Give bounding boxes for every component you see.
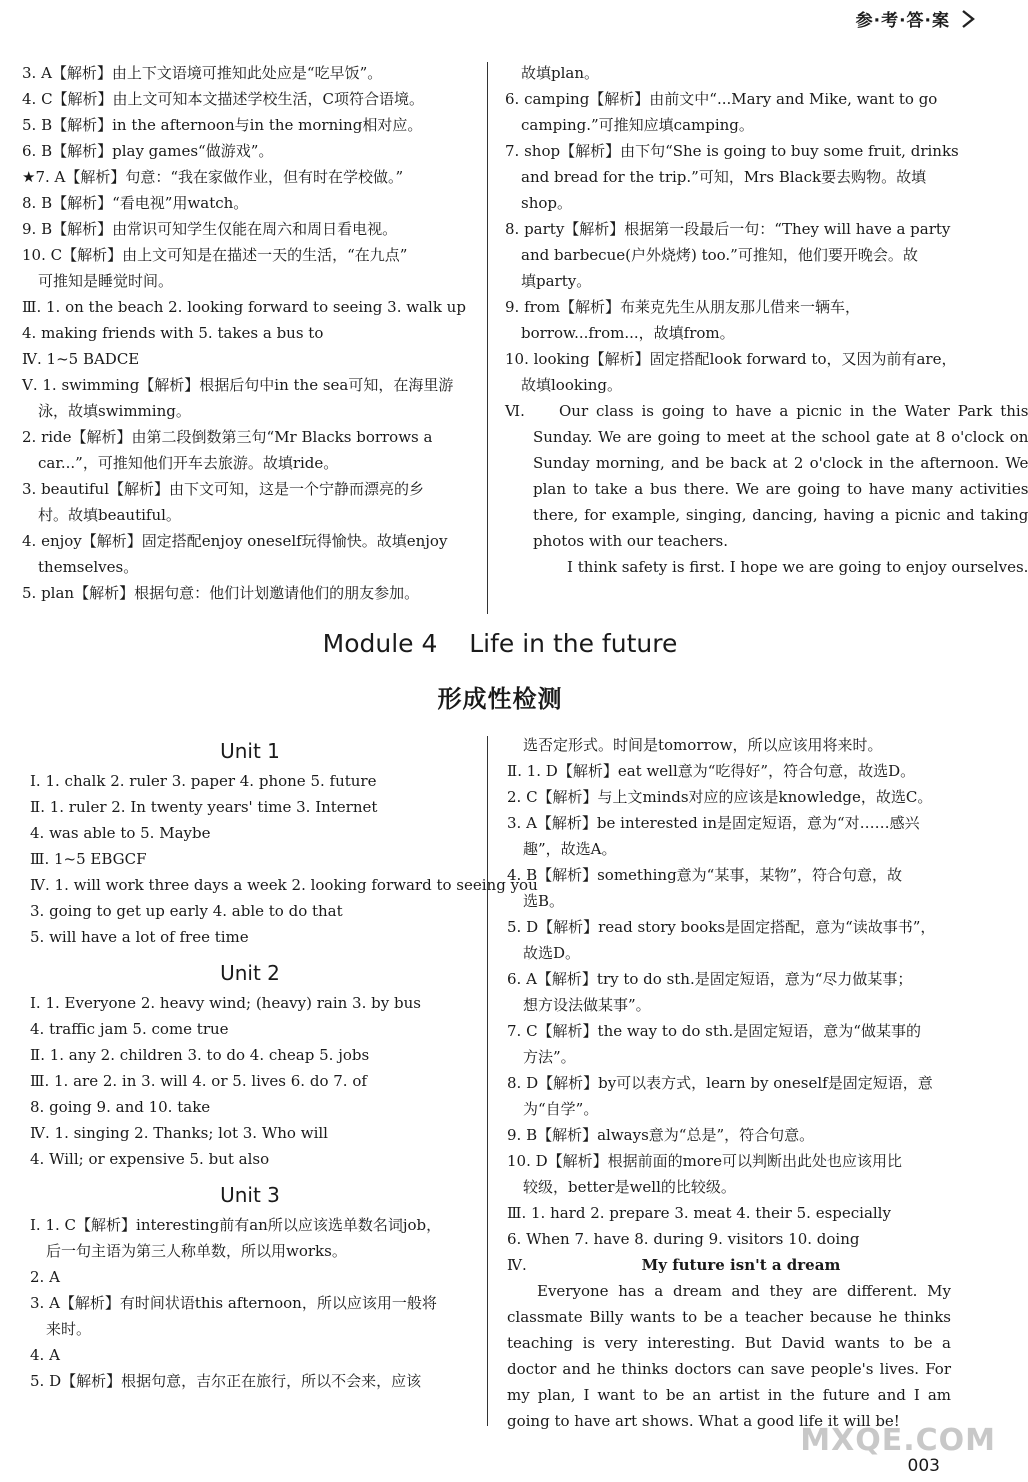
answer-line: 9. B【解析】由常识可知学生仅能在周六和周日看电视。 [22,220,398,238]
bottom-column-divider [487,736,488,1426]
top-column-divider [487,62,488,614]
answer-line: camping.”可推知应填camping。 [521,116,754,134]
answer-line: 4. was able to 5. Maybe [30,824,211,842]
answer-line: 泳，故填swimming。 [38,402,191,420]
answer-line: 8. party【解析】根据第一段最后一句：“They will have a party [505,220,951,238]
answer-line: Ⅰ. 1. chalk 2. ruler 3. paper 4. phone 5. future [30,772,377,790]
answer-line: 4. A [30,1346,60,1364]
answer-line: 5. D【解析】read story books是固定搭配，意为“读故事书”， [507,918,936,936]
answer-line: 5. B【解析】in the afternoon与in the morning相对应。 [22,116,423,134]
chevron-right-icon [958,9,978,29]
answer-line: 故选D。 [523,944,581,962]
answer-line: 4. B【解析】something意为“某事，某物”，符合句意，故 [507,866,903,884]
answer-line: 3. A【解析】有时间状语this afternoon，所以应该用一般将 [30,1294,437,1312]
answer-line: Ⅴ. 1. swimming【解析】根据后句中in the sea可知，在海里游 [22,376,454,394]
bottom-right-column [507,732,951,1434]
answer-line: Ⅳ. 1. will work three days a week 2. looking forward to seeing you [30,876,538,894]
answer-line: 为“自学”。 [523,1100,599,1118]
page-number: 003 [907,1456,940,1476]
answer-line: Ⅲ. 1. hard 2. prepare 3. meat 4. their 5. especially [507,1204,891,1222]
top-left-column [22,60,470,606]
answer-line: 3. beautiful【解析】由下文可知，这是一个宁静而漂亮的乡 [22,480,424,498]
answer-line: 10. looking【解析】固定搭配look forward to，又因为前有are， [505,350,957,368]
answer-line: 4. traffic jam 5. come true [30,1020,229,1038]
unit1-title: Unit 1 [220,739,280,763]
answer-line: Ⅰ. 1. Everyone 2. heavy wind; (heavy) rain 3. by bus [30,994,421,1012]
essay-iv-label: Ⅳ. [507,1256,527,1274]
answer-line: 8. going 9. and 10. take [30,1098,211,1116]
essay-vi-closing: I think safety is first. I hope we are going to enjoy ourselves. [567,558,1028,576]
answer-line: 方法”。 [523,1048,576,1066]
answer-line: Ⅰ. 1. C【解析】interesting前有an所以应该选单数名词job， [30,1216,442,1234]
answer-line: Ⅲ. 1. are 2. in 3. will 4. or 5. lives 6. do 7. of [30,1072,367,1090]
unit2-title: Unit 2 [220,961,280,985]
answer-line: 4. making friends with 5. takes a bus to [22,324,324,342]
header-title: 参·考·答·案 [855,11,950,31]
answer-line: 后一句主语为第三人称单数，所以用works。 [46,1242,347,1260]
module-subtitle: 形成性检测 [437,685,563,713]
module-title: Module 4 Life in the future [322,629,678,658]
answer-line: 4. C【解析】由上文可知本文描述学校生活，C项符合语境。 [22,90,425,108]
top-right-column [505,60,1028,580]
answer-line: 想方设法做某事”。 [523,996,651,1014]
answer-line: themselves。 [38,558,139,576]
answer-line: 5. will have a lot of free time [30,928,249,946]
answer-line: 3. going to get up early 4. able to do that [30,902,343,920]
bottom-left-column [30,728,538,1394]
answer-line: Ⅱ. 1. ruler 2. In twenty years' time 3. Internet [30,798,378,816]
unit3-title: Unit 3 [220,1183,280,1207]
answer-line: 6. B【解析】play games“做游戏”。 [22,142,274,160]
answer-line: Ⅲ. 1. on the beach 2. looking forward to seeing 3. walk up [22,298,466,316]
answer-line: car...”，可推知他们开车去旅游。故填ride。 [38,454,339,472]
answer-line: 7. C【解析】the way to do sth.是固定短语，意为“做某事的 [507,1022,921,1040]
answer-line: and bread for the trip.”可知，Mrs Black要去购物。故填 [521,168,927,186]
answer-line: 9. from【解析】布莱克先生从朋友那儿借来一辆车， [505,298,861,316]
answer-line: 故填plan。 [521,64,600,82]
answer-line: 故填looking。 [521,376,623,394]
answer-line: Ⅳ. 1~5 BADCE [22,350,140,368]
answer-line: 4. enjoy【解析】固定搭配enjoy oneself玩得愉快。故填enjoy [22,532,448,550]
essay-iv-title: My future isn't a dream [641,1256,841,1274]
answer-line: borrow...from...，故填from。 [521,324,735,342]
answer-line: 村。故填beautiful。 [38,506,181,524]
page-header [856,6,978,31]
answer-line: 2. ride【解析】由第二段倒数第三句“Mr Blacks borrows a [22,428,433,446]
answer-line: 4. Will; or expensive 5. but also [30,1150,270,1168]
answer-line: 10. D【解析】根据前面的more可以判断出此处也应该用比 [507,1152,902,1170]
answer-line: 6. A【解析】try to do sth.是固定短语，意为“尽力做某事； [507,970,913,988]
answer-line: 趣”，故选A。 [523,840,617,858]
answer-line: Ⅱ. 1. any 2. children 3. to do 4. cheap 5. jobs [30,1046,370,1064]
answer-line: 选否定形式。时间是tomorrow，所以应该用将来时。 [523,736,883,754]
answer-line: 2. C【解析】与上文minds对应的应该是knowledge，故选C。 [507,788,933,806]
answer-line: 8. D【解析】by可以表方式，learn by oneself是固定短语，意 [507,1074,933,1092]
answer-line: 来时。 [46,1320,92,1338]
answer-line: 5. D【解析】根据句意，吉尔正在旅行，所以不会来，应该 [30,1372,422,1390]
answer-line: 9. B【解析】always意为“总是”，符合句意。 [507,1126,815,1144]
answer-line: 较级，better是well的比较级。 [523,1178,736,1196]
answer-line: Ⅱ. 1. D【解析】eat well意为“吃得好”，符合句意，故选D。 [507,762,916,780]
answer-line: 7. shop【解析】由下句“She is going to buy some fruit, drinks [505,142,959,160]
answer-line: Ⅳ. 1. singing 2. Thanks; lot 3. Who will [30,1124,328,1142]
answer-line: 3. A【解析】be interested in是固定短语，意为“对……感兴 [507,814,920,832]
answer-line: Ⅲ. 1~5 EBGCF [30,850,147,868]
answer-line: 填party。 [521,272,592,290]
answer-line: 3. A【解析】由上下文语境可推知此处应是“吃早饭”。 [22,64,383,82]
answer-line: 可推知是睡觉时间。 [38,272,174,290]
answer-line: 5. plan【解析】根据句意：他们计划邀请他们的朋友参加。 [22,584,420,602]
answer-line: 10. C【解析】由上文可知是在描述一天的生活，“在九点” [22,246,408,264]
essay-vi [505,398,1028,580]
essay-vi-text: Our class is going to have a picnic in the Water Park this Sunday. We are going to meet at the school gate at 8 o'clock on Sunday morning, and be back at 2 o'clock in the afternoon. We plan to take a bus there. We are going to have many activities there, for example, singing, dancing, having a picnic and taking photos with our teachers. [533,402,1028,550]
essay-vi-label: Ⅵ. [505,402,525,420]
watermark: MXQE.COM [800,1423,996,1458]
answer-line: 8. B【解析】“看电视”用watch。 [22,194,249,212]
answer-line: 6. camping【解析】由前文中“...Mary and Mike, want to go [505,90,938,108]
essay-iv-text: Everyone has a dream and they are different. My classmate Billy wants to be a teacher because he thinks teaching is very interesting. But David wants to be a doctor and he thinks doctors can save people's lives. For my plan, I want to be an artist in the future and I am going to have art shows. What a good life it will be! [507,1282,951,1430]
answer-line: 选B。 [523,892,565,910]
answer-line: shop。 [521,194,572,212]
answer-line: 6. When 7. have 8. during 9. visitors 10. doing [507,1230,860,1248]
answer-line: ★7. A【解析】句意：“我在家做作业，但有时在学校做。” [22,168,404,186]
answer-line: 2. A [30,1268,60,1286]
answer-line: and barbecue(户外烧烤) too.”可推知，他们要开晚会。故 [521,246,918,264]
essay-iv [507,1252,951,1278]
